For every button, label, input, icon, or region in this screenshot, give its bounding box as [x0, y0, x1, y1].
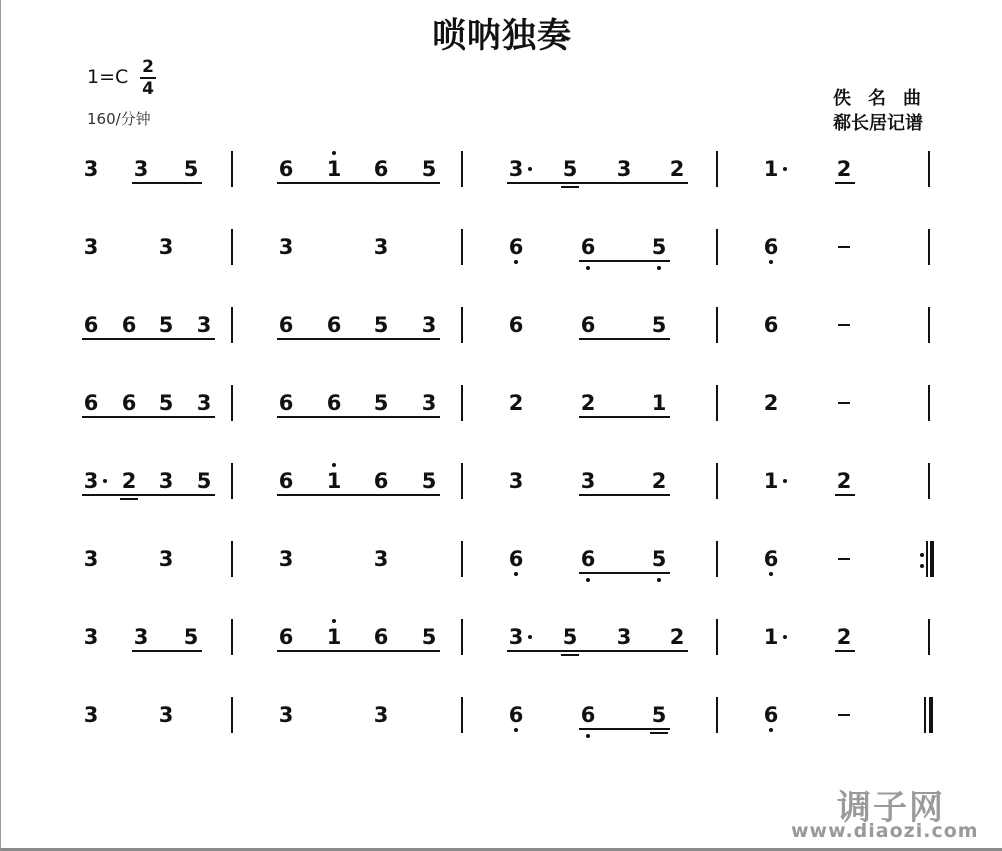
- note: 2: [836, 469, 852, 493]
- note: 6: [278, 625, 294, 649]
- note: 5: [196, 469, 212, 493]
- end-bar-line: [924, 697, 926, 733]
- eighth-underline: [277, 650, 440, 652]
- note: 3: [133, 157, 149, 181]
- time-signature: [139, 57, 157, 99]
- composer-credit: 佚名曲: [833, 88, 938, 109]
- note: 3: [506, 157, 526, 181]
- end-bar-line: [928, 463, 930, 499]
- end-bar-line: [928, 385, 930, 421]
- eighth-underline: [835, 182, 855, 184]
- note: 5: [649, 235, 669, 259]
- note: 3: [83, 235, 99, 259]
- note: 5: [649, 547, 669, 571]
- score-row: [1, 547, 1002, 587]
- note: 1: [324, 157, 344, 181]
- note: 5: [421, 469, 437, 493]
- note: 2: [763, 391, 779, 415]
- sixteenth-underline: [650, 732, 668, 734]
- note: 6: [506, 547, 526, 571]
- score-row: [1, 313, 1002, 353]
- note: 3: [278, 547, 294, 571]
- note: 3: [278, 703, 294, 727]
- note: 3: [158, 469, 174, 493]
- bar-line: [231, 619, 233, 655]
- end-bar-line-thick: [930, 541, 934, 577]
- bar-line: [716, 619, 718, 655]
- bar-line: [231, 151, 233, 187]
- note: 5: [651, 703, 667, 727]
- note: 3: [278, 235, 294, 259]
- score-row: [1, 157, 1002, 197]
- credits: [833, 86, 938, 136]
- note: 5: [562, 625, 578, 649]
- eighth-underline: [579, 494, 670, 496]
- score-row: [1, 625, 1002, 665]
- watermark-url: www.diaozi.com: [791, 820, 979, 842]
- time-signature-bottom: 4: [142, 78, 154, 99]
- note: 3: [421, 313, 437, 337]
- bar-line: [461, 385, 463, 421]
- note: 3: [616, 625, 632, 649]
- bar-line: [461, 697, 463, 733]
- note: 5: [158, 313, 174, 337]
- note: 2: [669, 625, 685, 649]
- note: 5: [158, 391, 174, 415]
- note: 3: [158, 235, 174, 259]
- note: 2: [580, 391, 596, 415]
- eighth-underline: [579, 260, 670, 262]
- note: 2: [508, 391, 524, 415]
- note: 5: [421, 157, 437, 181]
- sustain-dash: [838, 402, 850, 404]
- score-row: [1, 703, 1002, 743]
- note: 6: [578, 547, 598, 571]
- note: 3: [580, 469, 596, 493]
- note: 6: [278, 391, 294, 415]
- bar-line: [231, 307, 233, 343]
- note: 1: [761, 469, 781, 493]
- eighth-underline: [82, 494, 215, 496]
- note: 6: [373, 625, 389, 649]
- note: 6: [508, 313, 524, 337]
- note: 6: [578, 703, 598, 727]
- note: 5: [562, 157, 578, 181]
- bar-line: [461, 541, 463, 577]
- bar-line: [716, 385, 718, 421]
- bar-line: [716, 229, 718, 265]
- note: 2: [651, 469, 667, 493]
- note: 3: [421, 391, 437, 415]
- transcriber-credit: 郗长居记谱: [833, 113, 923, 134]
- bar-line: [231, 385, 233, 421]
- note: 1: [761, 625, 781, 649]
- note: 3: [373, 547, 389, 571]
- note: 6: [506, 703, 526, 727]
- note: 5: [373, 391, 389, 415]
- note: 6: [278, 469, 294, 493]
- note: 3: [83, 625, 99, 649]
- bar-line: [231, 229, 233, 265]
- end-bar-line-thick: [929, 697, 933, 733]
- note: 6: [278, 157, 294, 181]
- note: 6: [761, 703, 781, 727]
- time-signature-top: 2: [142, 57, 154, 77]
- note: 1: [324, 625, 344, 649]
- bar-line: [716, 151, 718, 187]
- score-row: [1, 235, 1002, 275]
- note: 3: [506, 625, 526, 649]
- note: 6: [761, 235, 781, 259]
- note: 3: [196, 391, 212, 415]
- eighth-underline: [579, 338, 670, 340]
- bar-line: [461, 619, 463, 655]
- note: 6: [278, 313, 294, 337]
- key-label: 1=C: [87, 66, 129, 88]
- note: 6: [121, 391, 137, 415]
- note: 1: [761, 157, 781, 181]
- note: 5: [373, 313, 389, 337]
- end-bar-line: [928, 619, 930, 655]
- note: 3: [81, 469, 101, 493]
- end-bar-line: [928, 229, 930, 265]
- note: 6: [580, 313, 596, 337]
- note: 3: [196, 313, 212, 337]
- note: 3: [158, 703, 174, 727]
- eighth-underline: [579, 416, 670, 418]
- note: 3: [158, 547, 174, 571]
- eighth-underline: [277, 494, 440, 496]
- eighth-underline: [835, 650, 855, 652]
- eighth-underline: [507, 182, 688, 184]
- watermark: [791, 780, 991, 844]
- note: 6: [121, 313, 137, 337]
- bar-line: [231, 541, 233, 577]
- sustain-dash: [838, 246, 850, 248]
- watermark-logo: 调子网: [837, 788, 945, 828]
- note: 6: [326, 313, 342, 337]
- note: 2: [669, 157, 685, 181]
- bar-line: [716, 541, 718, 577]
- eighth-underline: [82, 416, 215, 418]
- eighth-underline: [835, 494, 855, 496]
- eighth-underline: [82, 338, 215, 340]
- score-row: [1, 469, 1002, 509]
- end-bar-line: [928, 307, 930, 343]
- note: 6: [373, 469, 389, 493]
- note: 6: [83, 313, 99, 337]
- note: 3: [83, 157, 99, 181]
- note: 2: [121, 469, 137, 493]
- note: 6: [506, 235, 526, 259]
- note: 6: [761, 547, 781, 571]
- note: 3: [83, 547, 99, 571]
- bar-line: [231, 697, 233, 733]
- eighth-underline: [277, 182, 440, 184]
- eighth-underline: [132, 650, 202, 652]
- sustain-dash: [838, 558, 850, 560]
- note: 2: [836, 157, 852, 181]
- note: 6: [578, 235, 598, 259]
- note: 6: [326, 391, 342, 415]
- note: 3: [616, 157, 632, 181]
- bar-line: [716, 697, 718, 733]
- note: 5: [183, 157, 199, 181]
- note: 2: [836, 625, 852, 649]
- note: 5: [421, 625, 437, 649]
- note: 3: [83, 703, 99, 727]
- note: 3: [373, 703, 389, 727]
- note: 1: [324, 469, 344, 493]
- note: 3: [373, 235, 389, 259]
- bar-line: [716, 307, 718, 343]
- bar-line: [461, 229, 463, 265]
- note: 3: [508, 469, 524, 493]
- sixteenth-underline: [120, 498, 138, 500]
- bar-line: [231, 463, 233, 499]
- tempo-marking: 160/分钟: [87, 110, 151, 128]
- note: 6: [763, 313, 779, 337]
- sustain-dash: [838, 714, 850, 716]
- sixteenth-underline: [561, 654, 579, 656]
- note: 1: [651, 391, 667, 415]
- eighth-underline: [277, 416, 440, 418]
- eighth-underline: [507, 650, 688, 652]
- bar-line: [461, 151, 463, 187]
- score-title: 唢呐独奏: [432, 16, 572, 56]
- sustain-dash: [838, 324, 850, 326]
- eighth-underline: [579, 572, 670, 574]
- note: 5: [183, 625, 199, 649]
- bar-line: [716, 463, 718, 499]
- end-bar-line: [928, 151, 930, 187]
- note: 3: [133, 625, 149, 649]
- end-bar-line: [926, 541, 928, 577]
- note: 6: [83, 391, 99, 415]
- eighth-underline: [579, 728, 670, 730]
- eighth-underline: [277, 338, 440, 340]
- eighth-underline: [132, 182, 202, 184]
- sixteenth-underline: [561, 186, 579, 188]
- note: 5: [651, 313, 667, 337]
- score-row: [1, 391, 1002, 431]
- bar-line: [461, 463, 463, 499]
- bar-line: [461, 307, 463, 343]
- note: 6: [373, 157, 389, 181]
